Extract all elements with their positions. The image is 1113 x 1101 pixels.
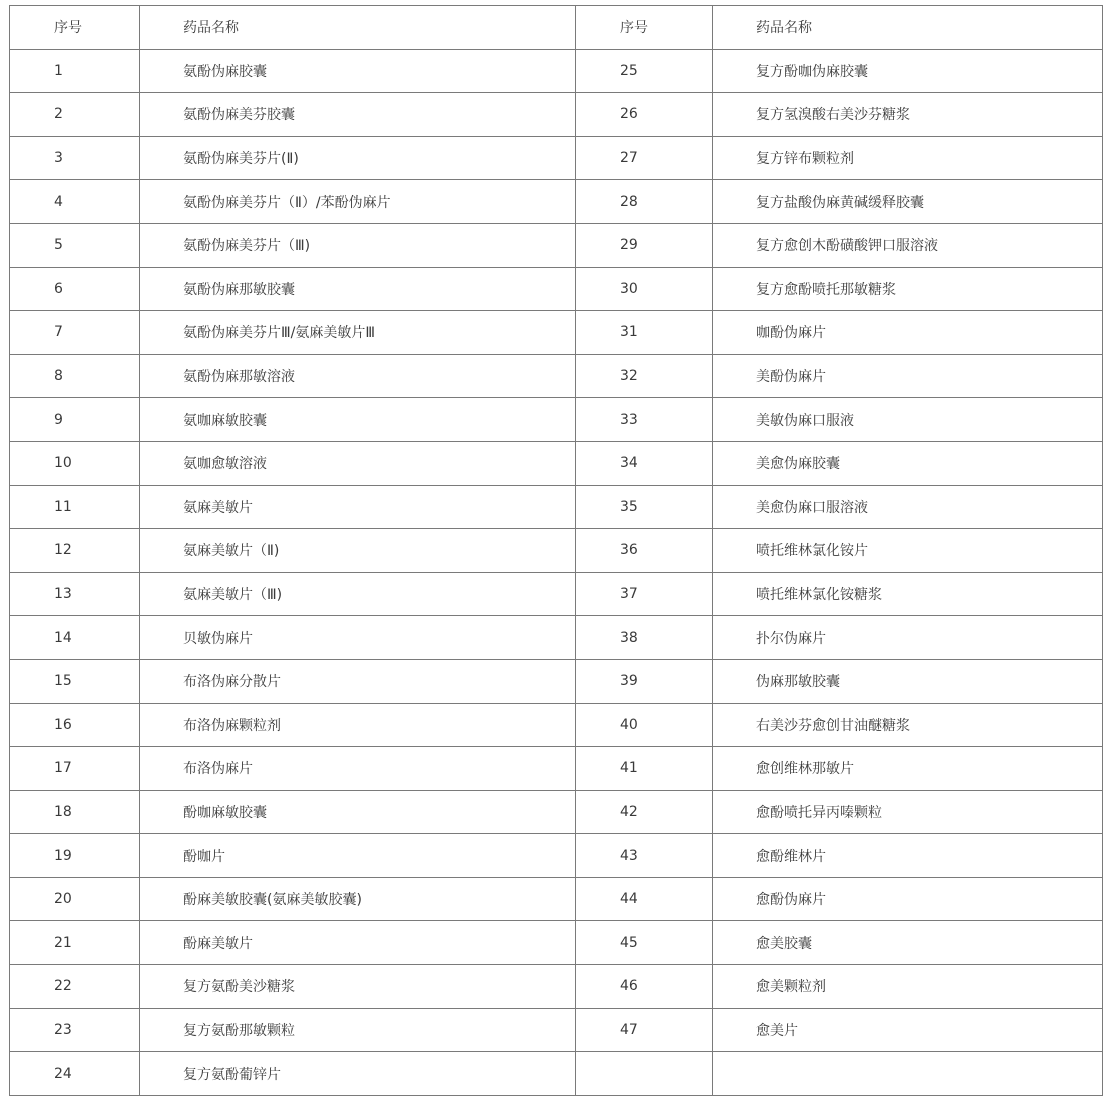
left-serial-number: 14 (10, 616, 140, 660)
left-drug-name: 复方氨酚葡锌片 (140, 1052, 576, 1096)
left-drug-name: 氨酚伪麻那敏胶囊 (140, 267, 576, 311)
left-drug-name: 复方氨酚那敏颗粒 (140, 1008, 576, 1052)
right-serial-number: 41 (576, 747, 713, 791)
right-drug-name: 美愈伪麻口服溶液 (713, 485, 1103, 529)
right-drug-name: 复方氢溴酸右美沙芬糖浆 (713, 93, 1103, 137)
right-drug-name: 咖酚伪麻片 (713, 311, 1103, 355)
header-drug-name-right: 药品名称 (713, 6, 1103, 50)
right-serial-number: 28 (576, 180, 713, 224)
right-serial-number (576, 1052, 713, 1096)
left-serial-number: 8 (10, 354, 140, 398)
left-drug-name: 布洛伪麻片 (140, 747, 576, 791)
left-drug-name: 氨麻美敏片（Ⅲ) (140, 572, 576, 616)
table-row (10, 267, 1103, 311)
left-serial-number: 22 (10, 965, 140, 1009)
left-serial-number: 7 (10, 311, 140, 355)
left-drug-name: 布洛伪麻颗粒剂 (140, 703, 576, 747)
right-drug-name: 复方愈酚喷托那敏糖浆 (713, 267, 1103, 311)
left-serial-number: 11 (10, 485, 140, 529)
header-serial-number-right: 序号 (576, 6, 713, 50)
table-row (10, 921, 1103, 965)
right-serial-number: 40 (576, 703, 713, 747)
table-row (10, 877, 1103, 921)
table-row (10, 441, 1103, 485)
right-drug-name: 愈美胶囊 (713, 921, 1103, 965)
right-drug-name: 复方酚咖伪麻胶囊 (713, 49, 1103, 93)
right-drug-name: 扑尔伪麻片 (713, 616, 1103, 660)
table-row (10, 572, 1103, 616)
right-serial-number: 31 (576, 311, 713, 355)
table-row (10, 616, 1103, 660)
left-drug-name: 氨咖麻敏胶囊 (140, 398, 576, 442)
right-serial-number: 30 (576, 267, 713, 311)
table-row (10, 790, 1103, 834)
right-serial-number: 37 (576, 572, 713, 616)
right-drug-name: 美愈伪麻胶囊 (713, 441, 1103, 485)
right-drug-name: 美敏伪麻口服液 (713, 398, 1103, 442)
left-serial-number: 5 (10, 223, 140, 267)
right-drug-name: 愈美片 (713, 1008, 1103, 1052)
table-row (10, 398, 1103, 442)
left-drug-name: 氨酚伪麻美芬片Ⅲ/氨麻美敏片Ⅲ (140, 311, 576, 355)
left-serial-number: 16 (10, 703, 140, 747)
right-drug-name: 愈酚伪麻片 (713, 877, 1103, 921)
left-drug-name: 酚麻美敏胶囊(氨麻美敏胶囊) (140, 877, 576, 921)
table-row (10, 311, 1103, 355)
right-serial-number: 36 (576, 529, 713, 573)
left-serial-number: 6 (10, 267, 140, 311)
left-serial-number: 19 (10, 834, 140, 878)
left-serial-number: 21 (10, 921, 140, 965)
left-drug-name: 酚咖片 (140, 834, 576, 878)
table-row (10, 485, 1103, 529)
left-drug-name: 氨酚伪麻美芬片(Ⅱ) (140, 136, 576, 180)
header-drug-name-left: 药品名称 (140, 6, 576, 50)
right-drug-name: 复方盐酸伪麻黄碱缓释胶囊 (713, 180, 1103, 224)
table-row (10, 136, 1103, 180)
left-drug-name: 氨咖愈敏溶液 (140, 441, 576, 485)
left-drug-name: 氨酚伪麻胶囊 (140, 49, 576, 93)
right-drug-name: 愈美颗粒剂 (713, 965, 1103, 1009)
left-serial-number: 2 (10, 93, 140, 137)
left-drug-name: 酚咖麻敏胶囊 (140, 790, 576, 834)
right-serial-number: 42 (576, 790, 713, 834)
left-serial-number: 20 (10, 877, 140, 921)
right-serial-number: 34 (576, 441, 713, 485)
left-serial-number: 24 (10, 1052, 140, 1096)
left-serial-number: 12 (10, 529, 140, 573)
right-serial-number: 27 (576, 136, 713, 180)
right-drug-name: 复方锌布颗粒剂 (713, 136, 1103, 180)
table-body (10, 49, 1103, 1095)
table-row (10, 180, 1103, 224)
right-drug-name: 愈酚维林片 (713, 834, 1103, 878)
right-drug-name: 复方愈创木酚磺酸钾口服溶液 (713, 223, 1103, 267)
left-serial-number: 15 (10, 659, 140, 703)
table-row (10, 747, 1103, 791)
table-header-row (10, 6, 1103, 50)
left-serial-number: 1 (10, 49, 140, 93)
right-drug-name: 美酚伪麻片 (713, 354, 1103, 398)
left-serial-number: 17 (10, 747, 140, 791)
table-row (10, 1052, 1103, 1096)
table-row (10, 223, 1103, 267)
right-serial-number: 26 (576, 93, 713, 137)
right-serial-number: 43 (576, 834, 713, 878)
right-serial-number: 33 (576, 398, 713, 442)
table-row (10, 354, 1103, 398)
right-serial-number: 35 (576, 485, 713, 529)
left-serial-number: 3 (10, 136, 140, 180)
left-serial-number: 10 (10, 441, 140, 485)
left-drug-name: 复方氨酚美沙糖浆 (140, 965, 576, 1009)
left-drug-name: 氨麻美敏片（Ⅱ) (140, 529, 576, 573)
left-drug-name: 氨酚伪麻美芬片（Ⅱ）/苯酚伪麻片 (140, 180, 576, 224)
right-drug-name: 愈创维林那敏片 (713, 747, 1103, 791)
table-row (10, 834, 1103, 878)
table-row (10, 49, 1103, 93)
right-serial-number: 32 (576, 354, 713, 398)
left-serial-number: 9 (10, 398, 140, 442)
right-serial-number: 25 (576, 49, 713, 93)
left-drug-name: 氨酚伪麻美芬片（Ⅲ) (140, 223, 576, 267)
right-drug-name: 愈酚喷托异丙嗪颗粒 (713, 790, 1103, 834)
right-drug-name (713, 1052, 1103, 1096)
left-serial-number: 13 (10, 572, 140, 616)
table-row (10, 1008, 1103, 1052)
table-row (10, 965, 1103, 1009)
left-serial-number: 18 (10, 790, 140, 834)
right-serial-number: 38 (576, 616, 713, 660)
left-serial-number: 4 (10, 180, 140, 224)
table-row (10, 703, 1103, 747)
right-serial-number: 44 (576, 877, 713, 921)
left-drug-name: 氨酚伪麻美芬胶囊 (140, 93, 576, 137)
left-drug-name: 酚麻美敏片 (140, 921, 576, 965)
table-row (10, 659, 1103, 703)
right-serial-number: 29 (576, 223, 713, 267)
right-drug-name: 喷托维林氯化铵片 (713, 529, 1103, 573)
right-serial-number: 39 (576, 659, 713, 703)
right-drug-name: 喷托维林氯化铵糖浆 (713, 572, 1103, 616)
right-drug-name: 右美沙芬愈创甘油醚糖浆 (713, 703, 1103, 747)
table-row (10, 93, 1103, 137)
left-drug-name: 贝敏伪麻片 (140, 616, 576, 660)
left-drug-name: 布洛伪麻分散片 (140, 659, 576, 703)
table-row (10, 529, 1103, 573)
right-serial-number: 47 (576, 1008, 713, 1052)
left-serial-number: 23 (10, 1008, 140, 1052)
header-serial-number-left: 序号 (10, 6, 140, 50)
drug-list-table (9, 5, 1103, 1096)
left-drug-name: 氨酚伪麻那敏溶液 (140, 354, 576, 398)
left-drug-name: 氨麻美敏片 (140, 485, 576, 529)
right-drug-name: 伪麻那敏胶囊 (713, 659, 1103, 703)
right-serial-number: 46 (576, 965, 713, 1009)
right-serial-number: 45 (576, 921, 713, 965)
